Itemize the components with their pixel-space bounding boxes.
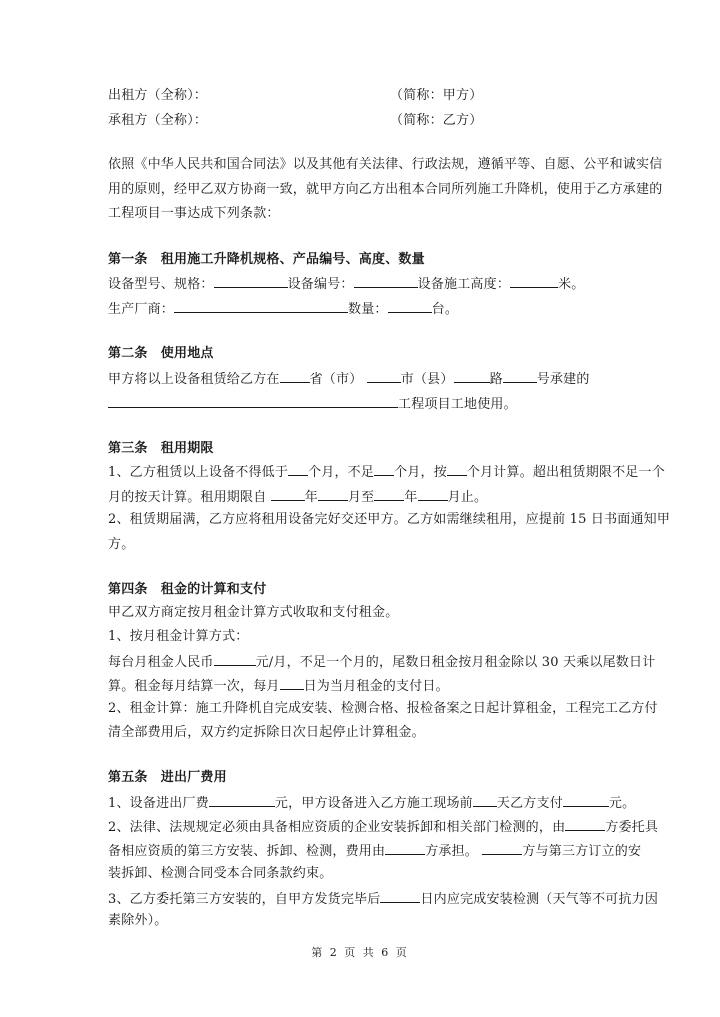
city-blank (367, 370, 401, 383)
cost-party-blank (385, 842, 425, 855)
serial-blank (354, 275, 418, 288)
article1-line-1 (108, 275, 584, 293)
payment-amount-blank (563, 794, 609, 807)
article5-line-3 (108, 842, 641, 860)
maker-blank (174, 300, 348, 313)
article3-text-b: 个月，不足 (308, 465, 375, 480)
intro-line-2: 用的原则，经甲乙双方协商一致，就甲方向乙方出租本合同所列施工升降机，使用于乙方承建的 (108, 182, 663, 197)
qty-unit: 台。 (431, 302, 459, 317)
article5-text-d: 元。 (608, 796, 636, 811)
article3-line-1 (108, 463, 665, 481)
lessee-short: （简称：乙方） (390, 113, 483, 128)
article4-line-2: 1、按月租金计算方式： (108, 629, 249, 644)
article2-line-2 (108, 395, 517, 413)
article5-line-6: 素除外）。 (108, 913, 168, 928)
article3-line-2 (108, 488, 487, 506)
entrusting-party-blank (565, 818, 605, 831)
model-blank (214, 275, 288, 288)
article4-text-c: 算。租金每月结算一次，每月 (108, 679, 280, 694)
article2-text-f: 工程项目工地使用。 (398, 397, 517, 412)
article5-text-i: 方与第三方订立的安 (522, 844, 642, 859)
project-blank (108, 395, 398, 408)
min-months-blank (288, 463, 308, 476)
article5-line-1 (108, 794, 635, 812)
intro-line-1: 依照《中华人民共和国合同法》以及其他有关法律、行政法规，遵循平等、自愿、公平和诚实信 (108, 157, 663, 172)
article3-text-c: 个月，按 (394, 465, 447, 480)
monthly-rent-blank (214, 653, 256, 666)
maker-label: 生产厂商： (108, 302, 175, 317)
article4-line-5: 2、租金计算：施工升降机自完成安装、检测合格、报检备案之日起计算租金，工程完工乙方付 (108, 701, 658, 716)
height-blank (510, 275, 558, 288)
article5-line-5 (108, 890, 658, 908)
article5-text-f: 方委托具 (605, 820, 659, 835)
lessee-line (108, 113, 207, 129)
number-blank (503, 370, 537, 383)
article3-text-g: 月至 (347, 490, 375, 505)
article5-line-2 (108, 818, 658, 836)
article5-text-h: 方承担。 (425, 844, 479, 859)
article5-title: 第五条 进出厂费用 (108, 770, 227, 785)
article4-text-d: 日为当月租金的支付日。 (303, 679, 449, 694)
article4-line-4 (108, 677, 449, 695)
end-year-blank (374, 488, 404, 501)
start-year-blank (271, 488, 305, 501)
qty-blank (388, 300, 432, 313)
province-blank (280, 370, 310, 383)
article2-line-1 (108, 370, 590, 388)
page-number: 第 2 页 共 6 页 (311, 946, 409, 959)
article3-text-e: 月的按天计算。租用期限自 (108, 490, 267, 505)
lessor-label: 出租方（全称）： (108, 88, 208, 103)
article1-title: 第一条 租用施工升降机规格、产品编号、高度、数量 (108, 252, 425, 267)
article4-line-1: 甲乙双方商定按月租金计算方式收取和支付租金。 (108, 605, 399, 620)
article5-text-c: 天乙方支付 (496, 796, 563, 811)
install-days-blank (380, 890, 420, 903)
article1-line-2 (108, 300, 458, 318)
end-month-blank (418, 488, 448, 501)
lessee-label: 承租方（全称）： (108, 113, 208, 128)
article3-text-i: 月止。 (447, 490, 488, 505)
article2-text-b: 省（市） (309, 372, 363, 387)
article2-title: 第二条 使用地点 (108, 346, 214, 361)
article3-line-3: 2、租赁期届满，乙方应将租用设备完好交还甲方。乙方如需继续租用，应提前 15 日书面通知甲 (108, 512, 671, 527)
article5-text-j: 3、乙方委托第三方安装的，自甲方发货完毕后 (108, 892, 381, 907)
height-unit: 米。 (558, 277, 585, 292)
count-months-blank (447, 463, 467, 476)
serial-label: 设备编号： (287, 277, 354, 292)
article5-text-e: 2、法律、法规规定必须由具备相应资质的企业安装拆卸和相关部门检测的，由 (108, 820, 566, 835)
article3-text-a: 1、乙方租赁以上设备不得低于 (108, 465, 289, 480)
article4-line-6: 清全部费用后，双方约定拆除日次日起停止计算租金。 (108, 725, 425, 740)
model-label: 设备型号、规格： (108, 277, 214, 292)
article5-text-a: 1、设备进出厂费 (108, 796, 209, 811)
article4-text-a: 每台月租金人民币 (108, 655, 214, 670)
pay-day-blank (280, 677, 304, 690)
transport-fee-blank (209, 794, 275, 807)
short-months-blank (374, 463, 394, 476)
article5-text-k: 日内应完成安装检测（天气等不可抗力因 (420, 892, 659, 907)
article5-line-4: 装拆卸、检测合同受本合同条款约束。 (108, 866, 333, 881)
qty-label: 数量： (348, 302, 388, 317)
article3-text-f: 年 (304, 490, 318, 505)
contracting-party-blank (482, 842, 522, 855)
article3-line-4: 方。 (108, 537, 135, 552)
start-month-blank (318, 488, 348, 501)
days-before-blank (473, 794, 497, 807)
article2-text-c: 市（县） (400, 372, 454, 387)
road-blank (454, 370, 490, 383)
article2-text-e: 号承建的 (536, 372, 590, 387)
article4-text-b: 元/月，不足一个月的，尾数日租金按月租金除以 30 天乘以尾数日计 (255, 655, 656, 670)
article3-text-d: 个月计算。超出租赁期限不足一个 (466, 465, 665, 480)
article3-text-h: 年 (404, 490, 418, 505)
article5-text-g: 备相应资质的第三方安装、拆卸、检测，费用由 (108, 844, 386, 859)
article3-title: 第三条 租用期限 (108, 441, 214, 456)
article4-line-3 (108, 653, 655, 671)
intro-line-3: 工程项目一事达成下列条款： (108, 206, 280, 221)
article2-text-a: 甲方将以上设备租赁给乙方在 (108, 372, 280, 387)
article2-text-d: 路 (489, 372, 503, 387)
lessor-line (108, 88, 207, 104)
lessor-short: （简称：甲方） (390, 88, 483, 103)
article5-text-b: 元，甲方设备进入乙方施工现场前 (274, 796, 473, 811)
article4-title: 第四条 租金的计算和支付 (108, 582, 267, 597)
height-label: 设备施工高度： (417, 277, 511, 292)
